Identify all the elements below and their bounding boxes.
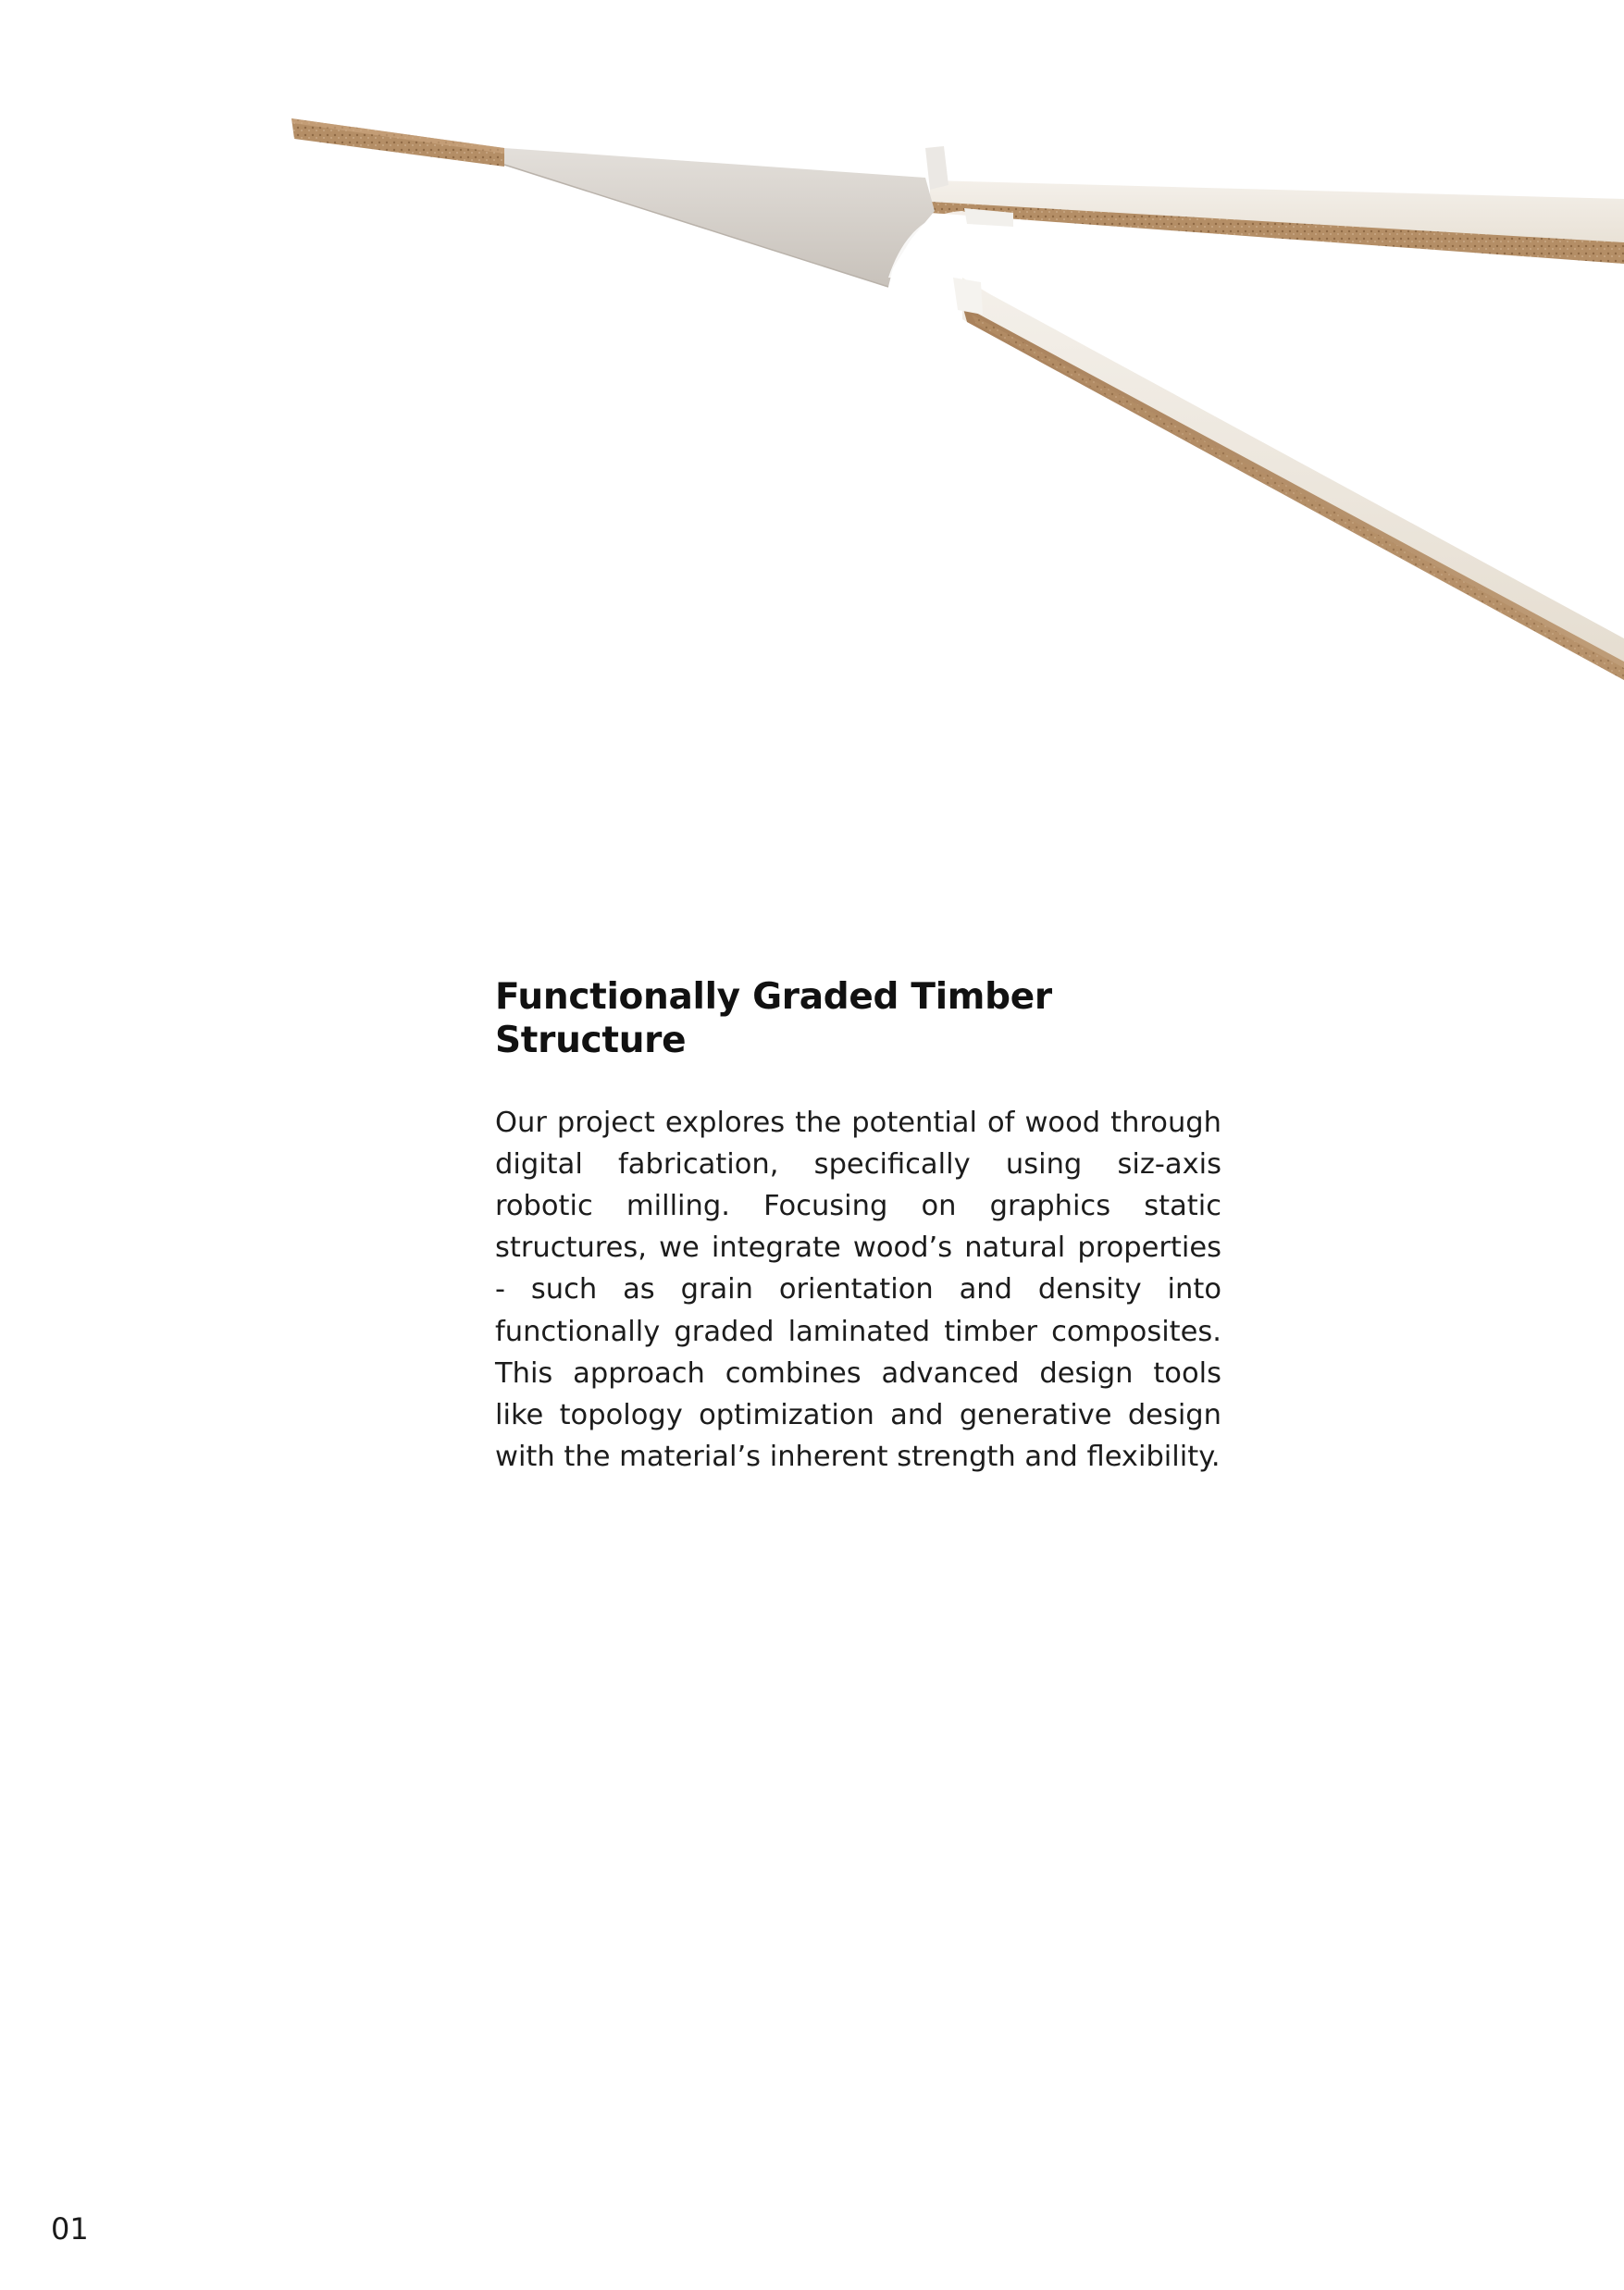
wood-node <box>504 146 1013 315</box>
page-number: 01 <box>51 2211 89 2247</box>
lower-right-board <box>962 278 1624 680</box>
text-block <box>495 976 1221 1478</box>
body-paragraph: Our project explores the potential of wood through digital fabrication, specifically using siz-axis robotic milling. Focusing on graphics static structures, we integrate wood’s natural properties - such as grain orientation and density into functionally graded laminated timber composites. This approach combines advanced design tools like topology optimization and generative design with the material’s inherent strength and flexibility. <box>495 1106 1221 1474</box>
left-board <box>291 118 504 167</box>
timber-joint-photo <box>0 0 1624 703</box>
upper-right-board <box>930 180 1624 264</box>
page-title: Functionally Graded Timber Structure <box>495 976 1052 1061</box>
